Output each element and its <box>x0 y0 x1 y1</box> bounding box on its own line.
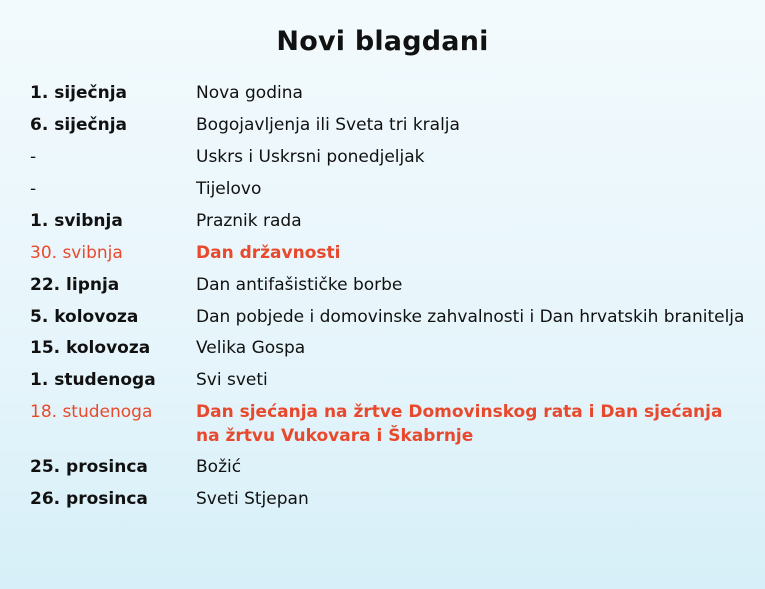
holiday-date: 22. lipnja <box>30 275 120 295</box>
holiday-row <box>30 209 750 233</box>
holiday-date: 18. studenoga <box>30 402 153 422</box>
holiday-date: - <box>30 147 37 167</box>
holiday-name: Dan državnosti <box>196 243 341 263</box>
holiday-name: Nova godina <box>196 83 303 103</box>
holiday-date: 25. prosinca <box>30 457 148 477</box>
holiday-name: Dan antifašističke borbe <box>196 275 403 295</box>
holiday-row <box>30 81 750 105</box>
holiday-name: Uskrs i Uskrsni ponedjeljak <box>196 147 425 167</box>
holiday-date: 1. studenoga <box>30 370 156 390</box>
holiday-date: 15. kolovoza <box>30 338 151 358</box>
holiday-name: Praznik rada <box>196 211 302 231</box>
holiday-row <box>30 273 750 297</box>
holiday-date: 30. svibnja <box>30 243 123 263</box>
holiday-row <box>30 305 750 329</box>
holiday-row <box>30 368 750 392</box>
holiday-row <box>30 455 750 479</box>
holiday-date: 26. prosinca <box>30 489 148 509</box>
holiday-table <box>30 81 750 519</box>
holiday-row <box>30 487 750 511</box>
holiday-date: - <box>30 179 37 199</box>
holiday-date: 1. siječnja <box>30 83 127 103</box>
holiday-name: Dan sjećanja na žrtve Domovinskog rata i Dan sjećanja na žrtvu Vukovara i Škabrnje <box>196 402 723 446</box>
holiday-name: Božić <box>196 457 242 477</box>
holiday-name: Tijelovo <box>196 179 262 199</box>
holiday-row <box>30 113 750 137</box>
holiday-row-highlighted <box>30 400 750 448</box>
holiday-name: Velika Gospa <box>196 338 306 358</box>
holiday-name: Sveti Stjepan <box>196 489 309 509</box>
holiday-date: 5. kolovoza <box>30 307 139 327</box>
holiday-row-highlighted <box>30 241 750 265</box>
holiday-name: Dan pobjede i domovinske zahvalnosti i Dan hrvatskih branitelja <box>196 307 745 327</box>
slide-title: Novi blagdani <box>276 26 489 57</box>
holiday-row <box>30 336 750 360</box>
holiday-row <box>30 177 750 201</box>
holiday-date: 6. siječnja <box>30 115 127 135</box>
holiday-row <box>30 145 750 169</box>
holiday-date: 1. svibnja <box>30 211 123 231</box>
holiday-name: Bogojavljenja ili Sveta tri kralja <box>196 115 460 135</box>
holiday-name: Svi sveti <box>196 370 268 390</box>
